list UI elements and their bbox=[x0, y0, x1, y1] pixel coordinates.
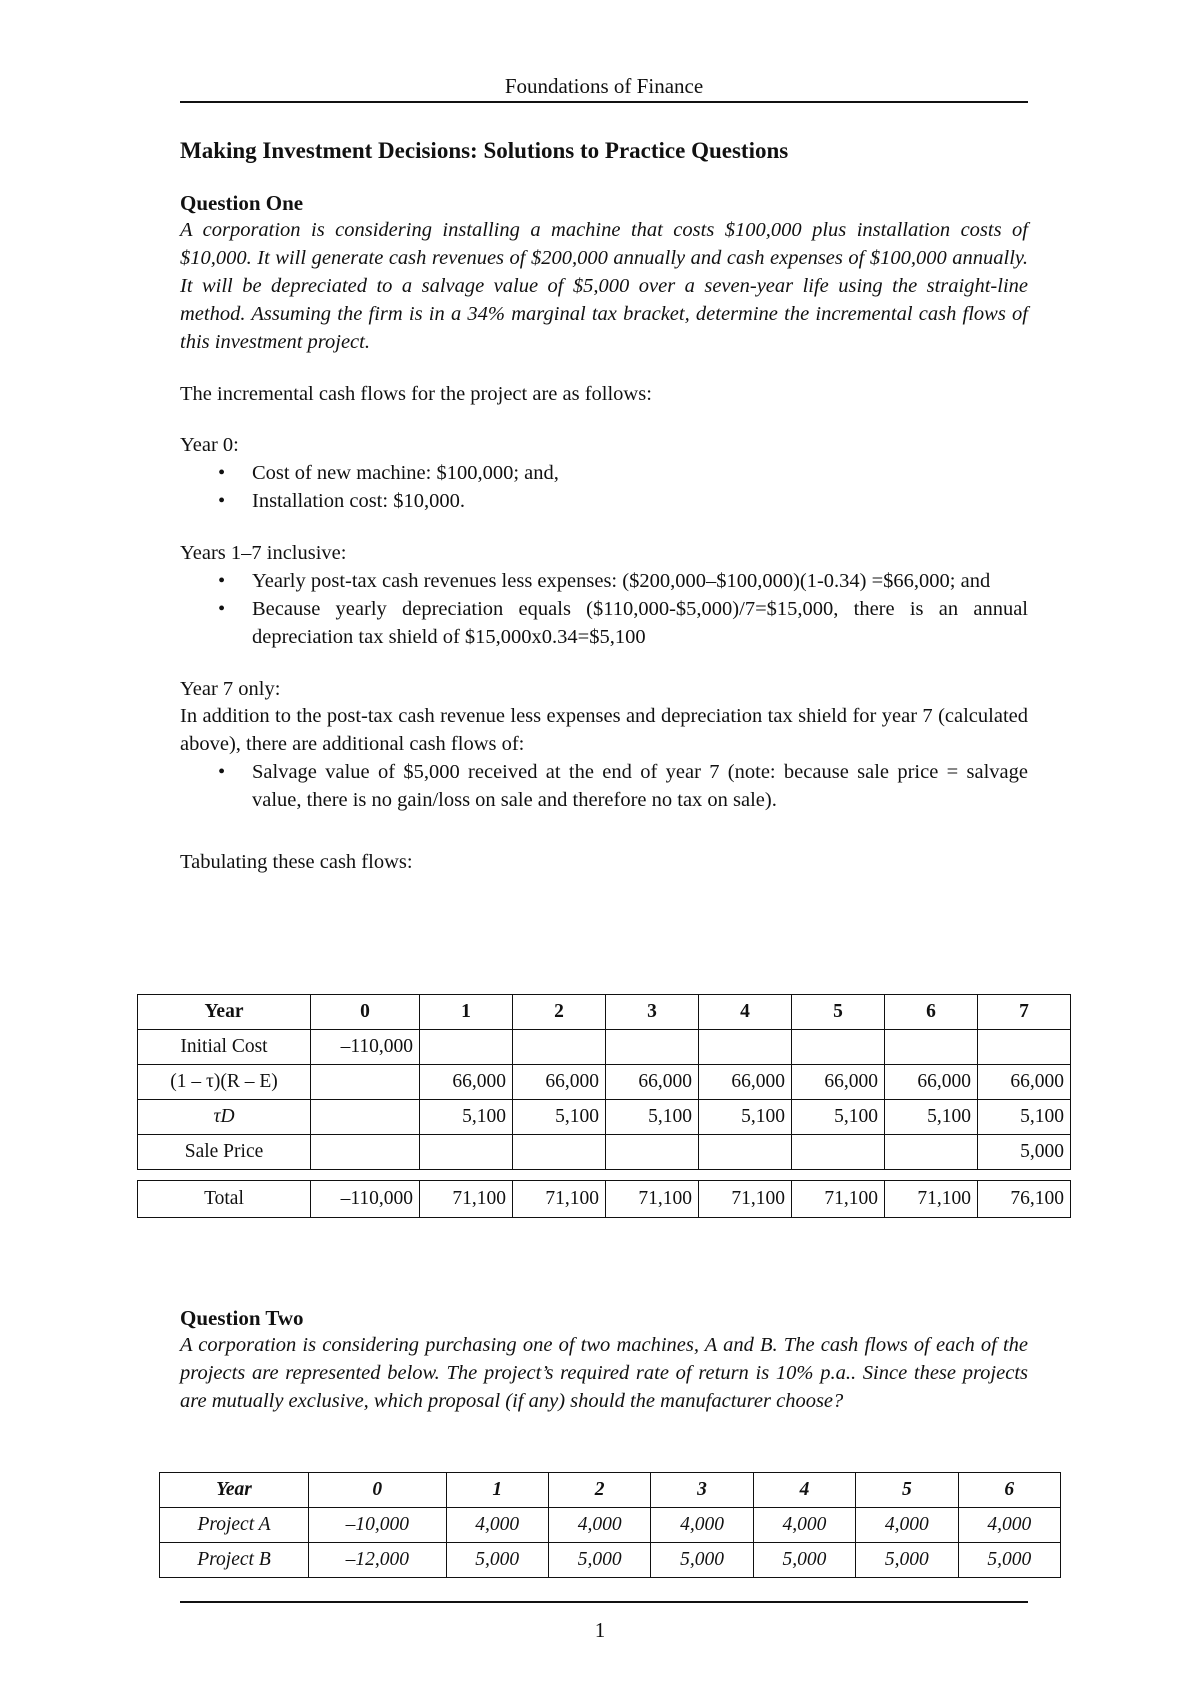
table-cell: 71,100 bbox=[699, 1181, 792, 1218]
table-cell: –12,000 bbox=[309, 1543, 447, 1578]
question-one-text: A corporation is considering installing a machine that costs $100,000 plus installation costs of $10,000. It will generate cash revenues of $200,000 annually and cash expenses of $100,000 annually. It will be depreciated to a salvage value of $5,000 over a seven-year life using the straight-line method. Assuming the firm is in a 34% marginal tax bracket, determine the incremental cash flows of this investment project. bbox=[180, 219, 1028, 353]
incremental-intro: The incremental cash flows for the project are as follows: bbox=[180, 382, 652, 405]
table-header-cell: 0 bbox=[311, 995, 420, 1030]
year7-text: In addition to the post-tax cash revenue less expenses and depreciation tax shield for year 7 (calculated above), there are additional cash flows of: bbox=[180, 705, 1028, 756]
row-label: τD bbox=[138, 1100, 311, 1135]
table-cell bbox=[978, 1030, 1071, 1065]
table-cell: 5,000 bbox=[753, 1543, 855, 1578]
table-cell: 66,000 bbox=[513, 1065, 606, 1100]
row-label: Initial Cost bbox=[138, 1030, 311, 1065]
table-row bbox=[138, 1100, 1071, 1135]
table-cell: 4,000 bbox=[651, 1508, 753, 1543]
table-cell: 4,000 bbox=[753, 1508, 855, 1543]
table-header-row bbox=[138, 995, 1071, 1030]
table-cell: –110,000 bbox=[311, 1030, 420, 1065]
table-header-cell: 5 bbox=[856, 1473, 958, 1508]
table-header-cell: 6 bbox=[958, 1473, 1060, 1508]
table-row bbox=[138, 1135, 1071, 1170]
table-cell: 5,000 bbox=[651, 1543, 753, 1578]
cash-flow-table bbox=[137, 994, 1071, 1170]
table-cell: 66,000 bbox=[420, 1065, 513, 1100]
table-header-cell: 6 bbox=[885, 995, 978, 1030]
table-header-cell: 3 bbox=[651, 1473, 753, 1508]
table-header-cell: 0 bbox=[309, 1473, 447, 1508]
table-row bbox=[138, 1065, 1071, 1100]
table-cell bbox=[699, 1030, 792, 1065]
table-cell bbox=[513, 1030, 606, 1065]
projects-table bbox=[159, 1472, 1061, 1578]
footer-rule bbox=[180, 1601, 1028, 1603]
table-cell: 5,100 bbox=[885, 1100, 978, 1135]
table-cell bbox=[311, 1100, 420, 1135]
table-cell bbox=[420, 1030, 513, 1065]
table-cell: 5,100 bbox=[606, 1100, 699, 1135]
table-cell: 5,000 bbox=[978, 1135, 1071, 1170]
table-header-cell: 1 bbox=[420, 995, 513, 1030]
table-cell: 66,000 bbox=[606, 1065, 699, 1100]
table-header-cell: 5 bbox=[792, 995, 885, 1030]
table-cell: 5,100 bbox=[978, 1100, 1071, 1135]
header-rule bbox=[180, 101, 1028, 103]
running-header: Foundations of Finance bbox=[504, 74, 704, 98]
table-cell: 4,000 bbox=[856, 1508, 958, 1543]
row-label: Project A bbox=[160, 1508, 309, 1543]
row-label: Project B bbox=[160, 1543, 309, 1578]
table-header-cell: 7 bbox=[978, 995, 1071, 1030]
table-cell: 66,000 bbox=[699, 1065, 792, 1100]
table-cell: 71,100 bbox=[513, 1181, 606, 1218]
table-cell: 5,100 bbox=[792, 1100, 885, 1135]
year0-label: Year 0: bbox=[180, 434, 239, 457]
table-cell: –10,000 bbox=[309, 1508, 447, 1543]
row-label: Sale Price bbox=[138, 1135, 311, 1170]
table-header-cell: 2 bbox=[513, 995, 606, 1030]
list-item: • Yearly post-tax cash revenues less expenses: ($200,000–$100,000)(1-0.34) =$66,000; and bbox=[180, 568, 1028, 596]
table-cell bbox=[606, 1030, 699, 1065]
table-header-cell: 3 bbox=[606, 995, 699, 1030]
table-cell: 66,000 bbox=[792, 1065, 885, 1100]
table-cell: 5,100 bbox=[420, 1100, 513, 1135]
list-item: • Salvage value of $5,000 received at the end of year 7 (note: because sale price = salvage value, there is no gain/loss on sale and therefore no tax on sale). bbox=[180, 759, 1028, 815]
table-cell: 4,000 bbox=[958, 1508, 1060, 1543]
question-one-heading: Question One bbox=[180, 190, 304, 215]
table-cell bbox=[885, 1135, 978, 1170]
table-cell: 76,100 bbox=[978, 1181, 1071, 1218]
cash-flow-total-table bbox=[137, 1180, 1071, 1218]
table-row bbox=[138, 1030, 1071, 1065]
table-row bbox=[160, 1508, 1061, 1543]
table-cell: 5,100 bbox=[513, 1100, 606, 1135]
total-row bbox=[138, 1181, 1071, 1218]
question-one-section bbox=[180, 136, 1028, 877]
table-cell: 4,000 bbox=[548, 1508, 650, 1543]
years17-label: Years 1–7 inclusive: bbox=[180, 542, 347, 565]
row-label: (1 – τ)(R – E) bbox=[138, 1065, 311, 1100]
table-cell bbox=[311, 1065, 420, 1100]
table-header-cell: Year bbox=[138, 995, 311, 1030]
table-cell bbox=[311, 1135, 420, 1170]
table-cell bbox=[885, 1030, 978, 1065]
question-two-heading: Question Two bbox=[180, 1306, 304, 1330]
table-cell: 5,000 bbox=[446, 1543, 548, 1578]
table-cell bbox=[699, 1135, 792, 1170]
page-number: 1 bbox=[594, 1618, 606, 1642]
table-cell bbox=[606, 1135, 699, 1170]
table-cell bbox=[792, 1135, 885, 1170]
row-label: Total bbox=[138, 1181, 311, 1218]
table-cell bbox=[792, 1030, 885, 1065]
table-cell: 71,100 bbox=[792, 1181, 885, 1218]
document-title: Making Investment Decisions: Solutions to Practice Questions bbox=[180, 138, 789, 163]
table-cell: –110,000 bbox=[311, 1181, 420, 1218]
table-header-cell: 1 bbox=[446, 1473, 548, 1508]
list-item: • Installation cost: $10,000. bbox=[180, 488, 1028, 516]
table-cell: 4,000 bbox=[446, 1508, 548, 1543]
table-cell: 71,100 bbox=[606, 1181, 699, 1218]
table-cell: 5,000 bbox=[548, 1543, 650, 1578]
table-header-cell: 4 bbox=[699, 995, 792, 1030]
tabulating-text: Tabulating these cash flows: bbox=[180, 850, 413, 873]
table-cell bbox=[420, 1135, 513, 1170]
table-cell: 66,000 bbox=[978, 1065, 1071, 1100]
table-cell: 5,000 bbox=[958, 1543, 1060, 1578]
list-item: • Cost of new machine: $100,000; and, bbox=[180, 460, 1028, 488]
question-two-section bbox=[180, 1305, 1028, 1416]
table-cell: 66,000 bbox=[885, 1065, 978, 1100]
year7-label: Year 7 only: bbox=[180, 677, 281, 700]
table-cell: 71,100 bbox=[420, 1181, 513, 1218]
table-cell bbox=[513, 1135, 606, 1170]
year7-list bbox=[180, 759, 1028, 815]
table-row bbox=[160, 1543, 1061, 1578]
list-item: • Because yearly depreciation equals ($110,000-$5,000)/7=$15,000, there is an annual depreciation tax shield of $15,000x0.34=$5,100 bbox=[180, 596, 1028, 652]
table-header-cell: Year bbox=[160, 1473, 309, 1508]
table-cell: 5,000 bbox=[856, 1543, 958, 1578]
year0-list bbox=[180, 460, 1028, 516]
years17-list bbox=[180, 568, 1028, 652]
table-cell: 71,100 bbox=[885, 1181, 978, 1218]
table-header-cell: 4 bbox=[753, 1473, 855, 1508]
question-two-text: A corporation is considering purchasing one of two machines, A and B. The cash flows of each of the projects are represented below. The project’s required rate of return is 10% p.a.. Since these projects are mutually exclusive, which proposal (if any) should the manufacturer choose? bbox=[180, 1334, 1028, 1413]
table-header-cell: 2 bbox=[548, 1473, 650, 1508]
table-cell: 5,100 bbox=[699, 1100, 792, 1135]
table-header-row bbox=[160, 1473, 1061, 1508]
